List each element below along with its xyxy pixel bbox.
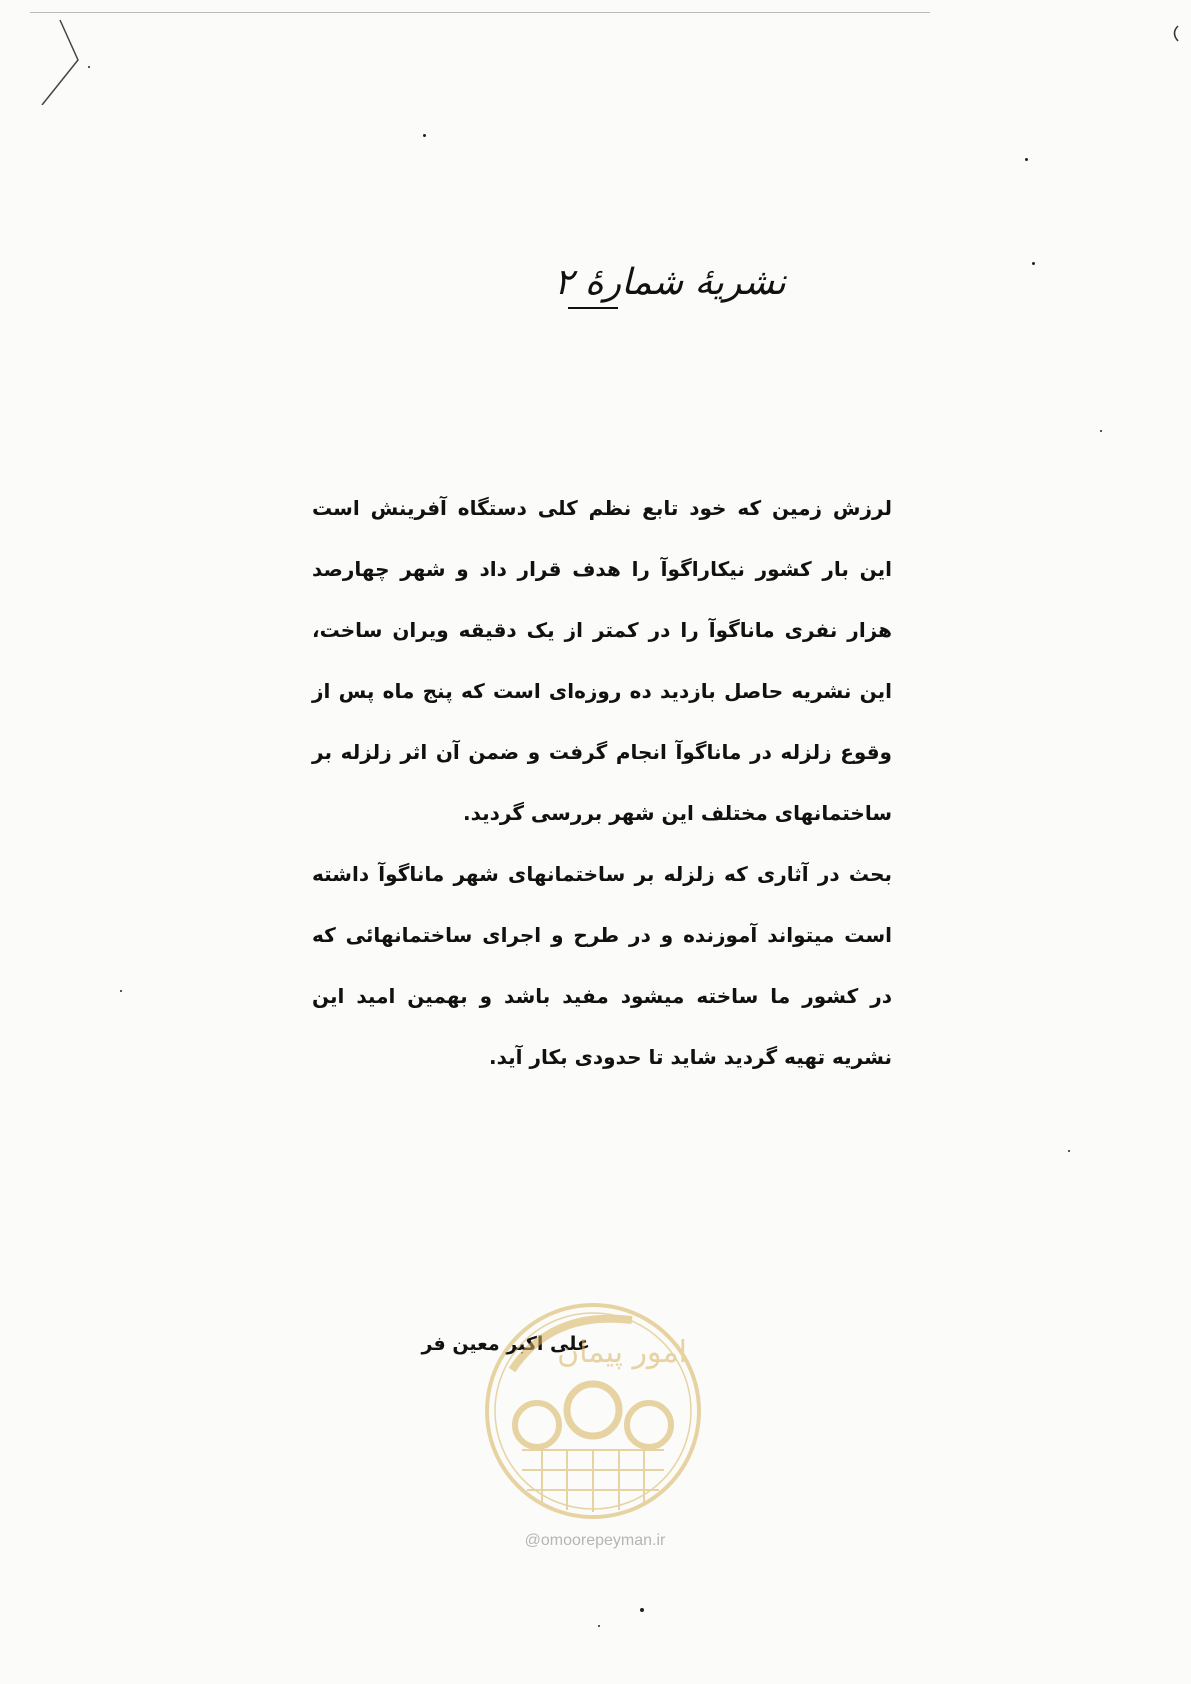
document-body [312, 478, 892, 1088]
scan-speck [598, 1625, 600, 1627]
scan-speck [88, 66, 90, 68]
watermark-caption: @omoorepeyman.ir [524, 1532, 666, 1549]
svg-text:امور پیمان: امور پیمان [557, 1335, 687, 1370]
scan-speck [423, 134, 426, 137]
body-paragraph-1: لرزش زمین که خود تابع نظم کلی دستگاه آفرینش است این بار کشور نیکاراگوآ را هدف قرار داد و شهر چهارصد هزار نفری ماناگوآ را در کمتر از یک دقیقه ویران ساخت، این نشریه حاصل بازدید ده روزه‌ای است که پنج ماه پس از وقوع زلزله در ماناگوآ انجام گرفت و ضمن آن اثر زلزله بر ساختمانهای مختلف این شهر بررسی گردید. [312, 496, 892, 825]
scan-speck [1025, 158, 1028, 161]
document-title: نشریهٔ شمارهٔ ۲ [554, 262, 786, 303]
scan-edge-mark [1168, 24, 1182, 44]
scan-corner-mark [20, 15, 80, 105]
scan-speck [120, 990, 122, 992]
scan-speck [1032, 262, 1035, 265]
body-paragraph-2: بحث در آثاری که زلزله بر ساختمانهای شهر ماناگوآ داشته است میتواند آموزنده و در طرح و اجرای ساختمانهائی که در کشور ما ساخته میشود مفید باشد و بهمین امید این نشریه تهیه گردید شاید تا حدودی بکار آید. [312, 862, 892, 1069]
scan-speck [1100, 430, 1102, 432]
author-signature: علی اکبر معین فر [421, 1333, 590, 1355]
scan-edge-line [30, 12, 930, 13]
watermark-seal-icon [482, 1300, 704, 1522]
title-underline [568, 307, 618, 309]
scan-speck [1068, 1150, 1070, 1152]
scan-speck [640, 1608, 644, 1612]
